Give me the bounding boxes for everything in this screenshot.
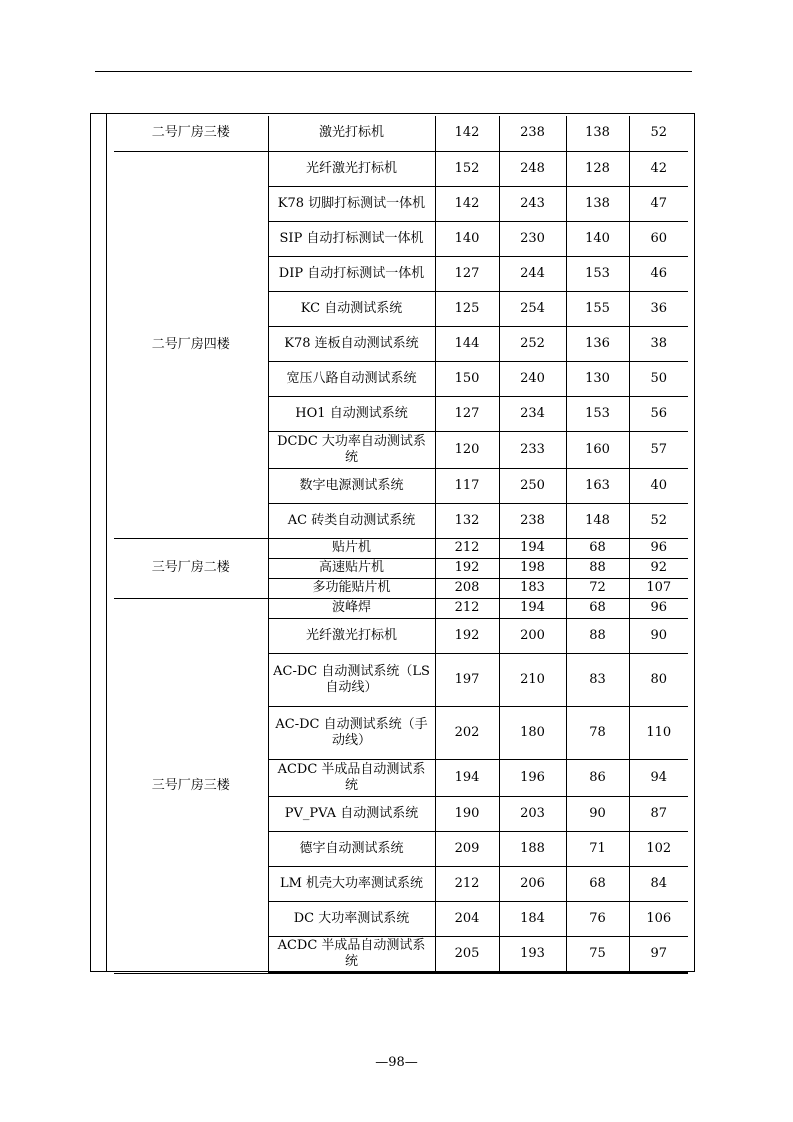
value-cell-1: 144 [435, 326, 499, 361]
equipment-name-cell: 德字自动测试系统 [268, 831, 435, 866]
value-cell-2: 210 [499, 653, 566, 706]
value-cell-4: 96 [629, 598, 688, 618]
value-cell-3: 90 [566, 796, 629, 831]
value-cell-4: 90 [629, 618, 688, 653]
value-cell-3: 88 [566, 618, 629, 653]
equipment-noise-table [114, 116, 688, 974]
value-cell-2: 233 [499, 431, 566, 468]
value-cell-4: 60 [629, 221, 688, 256]
value-cell-2: 252 [499, 326, 566, 361]
value-cell-4: 38 [629, 326, 688, 361]
value-cell-2: 234 [499, 396, 566, 431]
value-cell-2: 238 [499, 503, 566, 538]
value-cell-1: 204 [435, 901, 499, 936]
value-cell-3: 72 [566, 578, 629, 598]
value-cell-3: 155 [566, 291, 629, 326]
table-row [114, 538, 688, 558]
equipment-name-cell: 贴片机 [268, 538, 435, 558]
value-cell-3: 153 [566, 256, 629, 291]
value-cell-4: 106 [629, 901, 688, 936]
value-cell-1: 212 [435, 598, 499, 618]
value-cell-1: 209 [435, 831, 499, 866]
header-rule [95, 71, 692, 72]
equipment-name-cell: K78 切脚打标测试一体机 [268, 186, 435, 221]
value-cell-1: 190 [435, 796, 499, 831]
equipment-name-cell: AC-DC 自动测试系统（手动线） [268, 706, 435, 759]
value-cell-2: 194 [499, 598, 566, 618]
value-cell-4: 87 [629, 796, 688, 831]
location-cell: 二号厂房四楼 [114, 151, 268, 538]
location-cell: 三号厂房三楼 [114, 598, 268, 973]
table-row [114, 116, 688, 151]
value-cell-3: 76 [566, 901, 629, 936]
page-number: —98— [375, 1055, 418, 1070]
value-cell-3: 68 [566, 866, 629, 901]
value-cell-4: 42 [629, 151, 688, 186]
table-frame-inner-line [106, 113, 107, 972]
value-cell-1: 205 [435, 936, 499, 973]
value-cell-3: 86 [566, 759, 629, 796]
value-cell-2: 196 [499, 759, 566, 796]
value-cell-3: 83 [566, 653, 629, 706]
value-cell-2: 240 [499, 361, 566, 396]
equipment-name-cell: LM 机壳大功率测试系统 [268, 866, 435, 901]
equipment-name-cell: 宽压八路自动测试系统 [268, 361, 435, 396]
value-cell-4: 57 [629, 431, 688, 468]
value-cell-3: 88 [566, 558, 629, 578]
value-cell-3: 138 [566, 186, 629, 221]
equipment-name-cell: AC 砖类自动测试系统 [268, 503, 435, 538]
value-cell-1: 132 [435, 503, 499, 538]
value-cell-3: 130 [566, 361, 629, 396]
value-cell-3: 68 [566, 598, 629, 618]
equipment-name-cell: 数字电源测试系统 [268, 468, 435, 503]
value-cell-4: 84 [629, 866, 688, 901]
table-row [114, 151, 688, 186]
value-cell-1: 120 [435, 431, 499, 468]
value-cell-3: 75 [566, 936, 629, 973]
value-cell-3: 128 [566, 151, 629, 186]
value-cell-3: 153 [566, 396, 629, 431]
value-cell-4: 110 [629, 706, 688, 759]
value-cell-4: 36 [629, 291, 688, 326]
value-cell-2: 183 [499, 578, 566, 598]
value-cell-1: 127 [435, 396, 499, 431]
value-cell-3: 140 [566, 221, 629, 256]
value-cell-4: 97 [629, 936, 688, 973]
value-cell-1: 212 [435, 538, 499, 558]
value-cell-4: 52 [629, 503, 688, 538]
value-cell-1: 192 [435, 558, 499, 578]
value-cell-2: 180 [499, 706, 566, 759]
value-cell-3: 136 [566, 326, 629, 361]
value-cell-2: 230 [499, 221, 566, 256]
value-cell-3: 138 [566, 116, 629, 151]
equipment-name-cell: DC 大功率测试系统 [268, 901, 435, 936]
value-cell-4: 94 [629, 759, 688, 796]
value-cell-1: 142 [435, 116, 499, 151]
table-row [114, 598, 688, 618]
value-cell-2: 250 [499, 468, 566, 503]
value-cell-4: 46 [629, 256, 688, 291]
value-cell-1: 140 [435, 221, 499, 256]
value-cell-1: 194 [435, 759, 499, 796]
value-cell-1: 142 [435, 186, 499, 221]
value-cell-1: 197 [435, 653, 499, 706]
value-cell-4: 80 [629, 653, 688, 706]
value-cell-4: 92 [629, 558, 688, 578]
location-cell: 三号厂房二楼 [114, 538, 268, 598]
value-cell-2: 198 [499, 558, 566, 578]
equipment-name-cell: HO1 自动测试系统 [268, 396, 435, 431]
value-cell-3: 163 [566, 468, 629, 503]
value-cell-1: 208 [435, 578, 499, 598]
equipment-name-cell: SIP 自动打标测试一体机 [268, 221, 435, 256]
value-cell-4: 96 [629, 538, 688, 558]
value-cell-3: 160 [566, 431, 629, 468]
equipment-name-cell: DCDC 大功率自动测试系统 [268, 431, 435, 468]
value-cell-2: 184 [499, 901, 566, 936]
value-cell-1: 127 [435, 256, 499, 291]
equipment-name-cell: PV_PVA 自动测试系统 [268, 796, 435, 831]
value-cell-1: 192 [435, 618, 499, 653]
value-cell-2: 244 [499, 256, 566, 291]
value-cell-1: 125 [435, 291, 499, 326]
equipment-name-cell: AC-DC 自动测试系统（LS 自动线） [268, 653, 435, 706]
value-cell-2: 193 [499, 936, 566, 973]
value-cell-2: 248 [499, 151, 566, 186]
value-cell-2: 243 [499, 186, 566, 221]
equipment-name-cell: K78 连板自动测试系统 [268, 326, 435, 361]
equipment-name-cell: 多功能贴片机 [268, 578, 435, 598]
value-cell-1: 212 [435, 866, 499, 901]
equipment-name-cell: 光纤激光打标机 [268, 151, 435, 186]
value-cell-2: 206 [499, 866, 566, 901]
equipment-name-cell: 激光打标机 [268, 116, 435, 151]
equipment-name-cell: 波峰焊 [268, 598, 435, 618]
equipment-name-cell: ACDC 半成品自动测试系统 [268, 759, 435, 796]
equipment-name-cell: 高速贴片机 [268, 558, 435, 578]
value-cell-2: 254 [499, 291, 566, 326]
value-cell-2: 194 [499, 538, 566, 558]
value-cell-1: 150 [435, 361, 499, 396]
value-cell-4: 40 [629, 468, 688, 503]
location-cell: 二号厂房三楼 [114, 116, 268, 151]
value-cell-4: 56 [629, 396, 688, 431]
equipment-name-cell: DIP 自动打标测试一体机 [268, 256, 435, 291]
value-cell-2: 188 [499, 831, 566, 866]
equipment-name-cell: 光纤激光打标机 [268, 618, 435, 653]
value-cell-3: 71 [566, 831, 629, 866]
value-cell-1: 202 [435, 706, 499, 759]
value-cell-2: 238 [499, 116, 566, 151]
value-cell-4: 47 [629, 186, 688, 221]
table-body [114, 116, 688, 973]
value-cell-1: 117 [435, 468, 499, 503]
value-cell-4: 52 [629, 116, 688, 151]
value-cell-3: 68 [566, 538, 629, 558]
equipment-name-cell: ACDC 半成品自动测试系统 [268, 936, 435, 973]
value-cell-3: 78 [566, 706, 629, 759]
value-cell-4: 107 [629, 578, 688, 598]
value-cell-2: 200 [499, 618, 566, 653]
value-cell-4: 50 [629, 361, 688, 396]
value-cell-3: 148 [566, 503, 629, 538]
value-cell-2: 203 [499, 796, 566, 831]
equipment-name-cell: KC 自动测试系统 [268, 291, 435, 326]
value-cell-1: 152 [435, 151, 499, 186]
value-cell-4: 102 [629, 831, 688, 866]
